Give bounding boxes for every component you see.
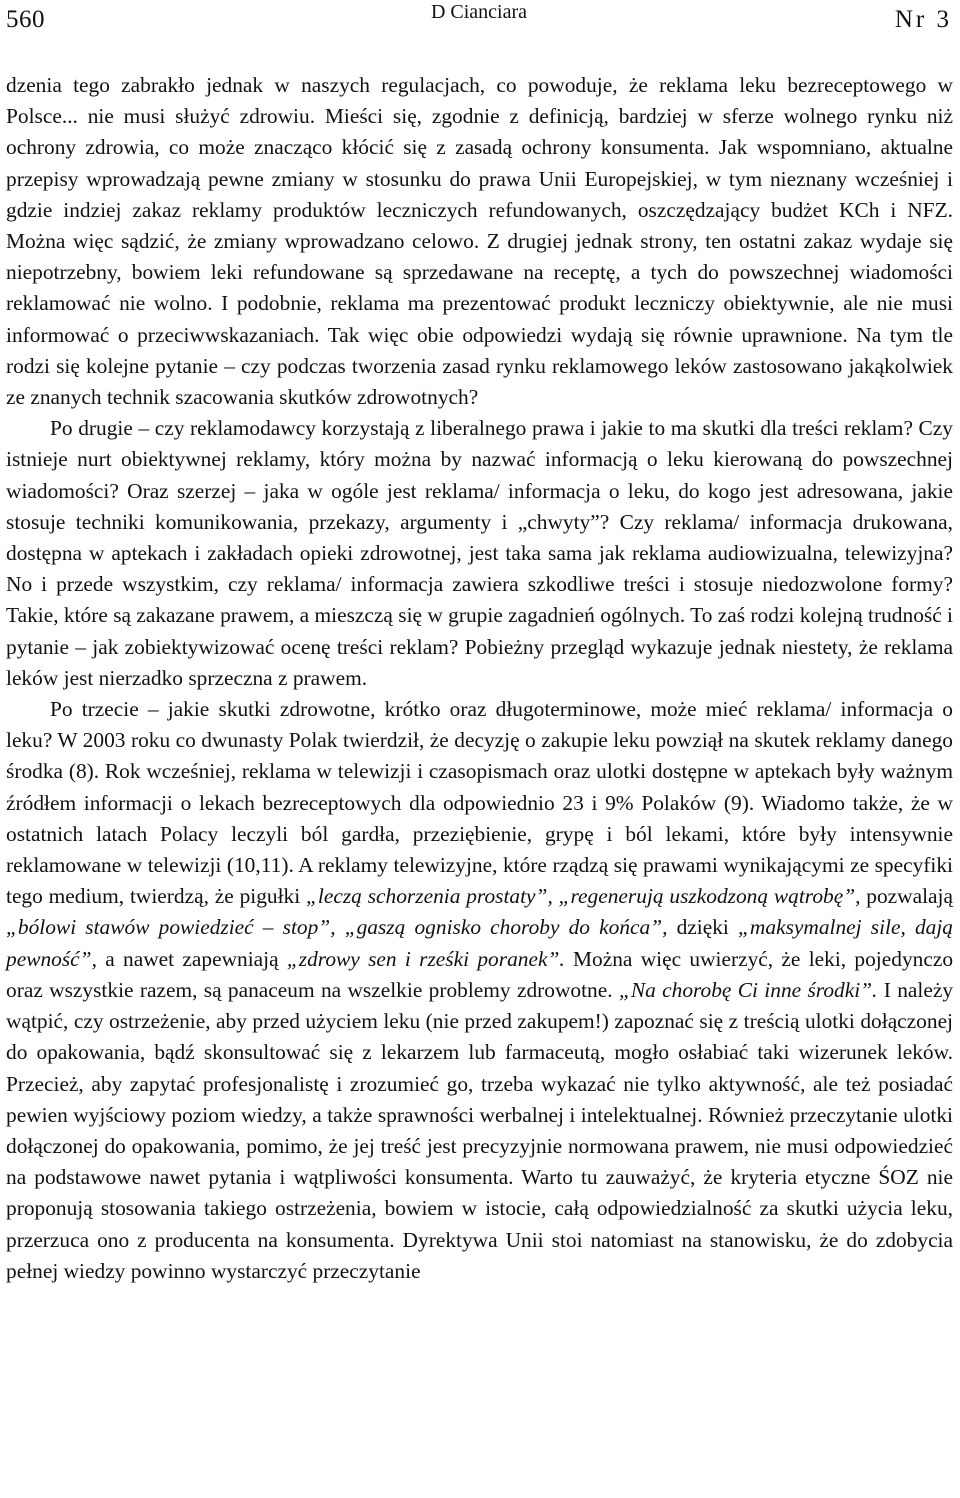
text-run: dzięki (667, 915, 739, 940)
italic-quote: „Na chorobę Ci inne środki”. (618, 977, 878, 1002)
italic-quote: „bólowi stawów powiedzieć – stop”, „gaszą ognisko choroby do końca”, (6, 915, 668, 940)
page-header (6, 0, 952, 46)
paragraph-3 (6, 694, 953, 1287)
issue-number: Nr 3 (894, 6, 952, 33)
italic-quote: „zdrowy sen i rześki poranek”. (286, 946, 565, 971)
italic-quote: „leczą schorzenia prostaty”, „regenerują uszkodzoną wątrobę”, (306, 884, 861, 909)
text-run: I należy wątpić, czy ostrzeżenie, aby przed użyciem leku (nie przed zakupem!) zapoznać się z treścią ulotki dołączonej do opakowania, bądź skonsultować się z lekarzem lub farmaceutą, mogło osłabiać taki wizerunek leków. Przecież, aby zapytać profesjonalistę i zrozumieć go, trzeba wykazać nie tylko aktywność, ale też posiadać pewien wyjściowy poziom wiedzy, a także sprawności werbalnej i intelektualnej. Również przeczytanie ulotki dołączonej do opakowania, pomimo, że jej treść jest precyzyjnie normowana prawem, nie musi odpowiedzieć na podstawowe nawet pytania i wątpliwości konsumenta. Warto tu zauważyć, że kryteria etyczne ŚOZ nie proponują stosowania takiego ostrzeżenia, bowiem w istocie, całą odpowiedzialność za skutki użycia leku, przerzuca ono z producenta na konsumenta. Dyrektywa Unii stoi natomiast na stanowisku, że do zdobycia pełnej wiedzy powinno wystarczyć przeczytanie (6, 977, 954, 1283)
text-run: pozwalają (860, 884, 953, 909)
paragraph-1 (6, 70, 953, 413)
body-text (6, 70, 953, 1287)
paragraph-2 (6, 413, 953, 694)
page-number: 560 (6, 6, 45, 33)
text-run: a nawet zapewniają (96, 946, 287, 971)
text-run: dzenia tego zabrakło jednak w naszych regulacjach, co powoduje, że reklama leku bezreceptowego w Polsce... nie musi służyć zdrowiu. Mieści się, zgodnie z definicją, bardziej w sferze wolnego rynku niż ochrony zdrowia, co może znacząco kłócić się z zasadą ochrony konsumenta. Jak wspomniano, aktualne przepisy wprowadzają pewne zmiany w stosunku do prawa Unii Europejskiej, w tym nieznany wcześniej i gdzie indziej zakaz reklamy produktów leczniczych refundowanych, oszczędzający budżet KCh i NFZ. Można więc sądzić, że zmiany wprowadzano celowo. Z drugiej jednak strony, ten ostatni zakaz wydaje się niepotrzebny, bowiem leki refundowane są sprzedawane na receptę, a tych do powszechnej wiadomości reklamować nie wolno. I podobnie, reklama ma prezentować produkt leczniczy obiektywnie, ale nie musi informować o przeciwwskazaniach. Tak więc obie odpowiedzi wydają się równie uprawnione. Na tym tle rodzi się kolejne pytanie – czy podczas tworzenia zasad rynku reklamowego leków zastosowano jakąkolwiek ze znanych technik szacowania skutków zdrowotnych? (6, 73, 953, 410)
running-head-author: D Cianciara (430, 1, 528, 23)
text-run: Po drugie – czy reklamodawcy korzystają z liberalnego prawa i jakie to ma skutki dla treści reklam? Czy istnieje nurt obiektywnej reklamy, który można by nazwać informacją o leku kierowaną do powszechnej wiadomości? Oraz szerzej – jaka w ogóle jest reklama/ informacja o leku, do kogo jest adresowana, jakie stosuje techniki komunikowania, przekazy, argumenty i „chwyty”? Czy reklama/ informacja drukowana, dostępna w aptekach i zakładach opieki zdrowotnej, jest taka sama jak reklama audiowizualna, telewizyjna? No i przede wszystkim, czy reklama/ informacja zawiera szkodliwe treści i stosuje niedozwolone formy? Takie, które są zakazane prawem, a mieszczą się w grupie zagadnień ogólnych. To zaś rodzi kolejną trudność i pytanie – jak zobiektywizować ocenę treści reklam? Pobieżny przegląd wykazuje jednak niestety, że reklama leków jest nierzadko sprzeczna z prawem. (6, 416, 953, 690)
text-run: Po trzecie – jakie skutki zdrowotne, krótko oraz długoterminowe, może mieć reklama/ informacja o leku? W 2003 roku co dwunasty Polak twierdził, że decyzję o zakupie leku powziął na skutek reklamy danego środka (8). Rok wcześniej, reklama w telewizji i czasopismach oraz ulotki dostępne w aptekach były ważnym źródłem informacji o lekach bezreceptowych dla odpowiednio 23 i 9% Polaków (9). Wiadomo także, że w ostatnich latach Polacy leczyli ból gardła, przeziębienie, grypę i ból lekami, które były intensywnie reklamowane w telewizji (10,11). A reklamy telewizyjne, które rządzą się prawami wynikającymi ze specyfiki tego medium, twierdzą, że pigułki (6, 697, 953, 909)
text-run: Można więc uwierzyć, że leki, pojedynczo oraz wszystkie razem, są panaceum na wszelkie problemy zdrowotne. (6, 946, 954, 1002)
italic-quote: „maksymalnej sile, dają pewność”, (6, 915, 953, 971)
